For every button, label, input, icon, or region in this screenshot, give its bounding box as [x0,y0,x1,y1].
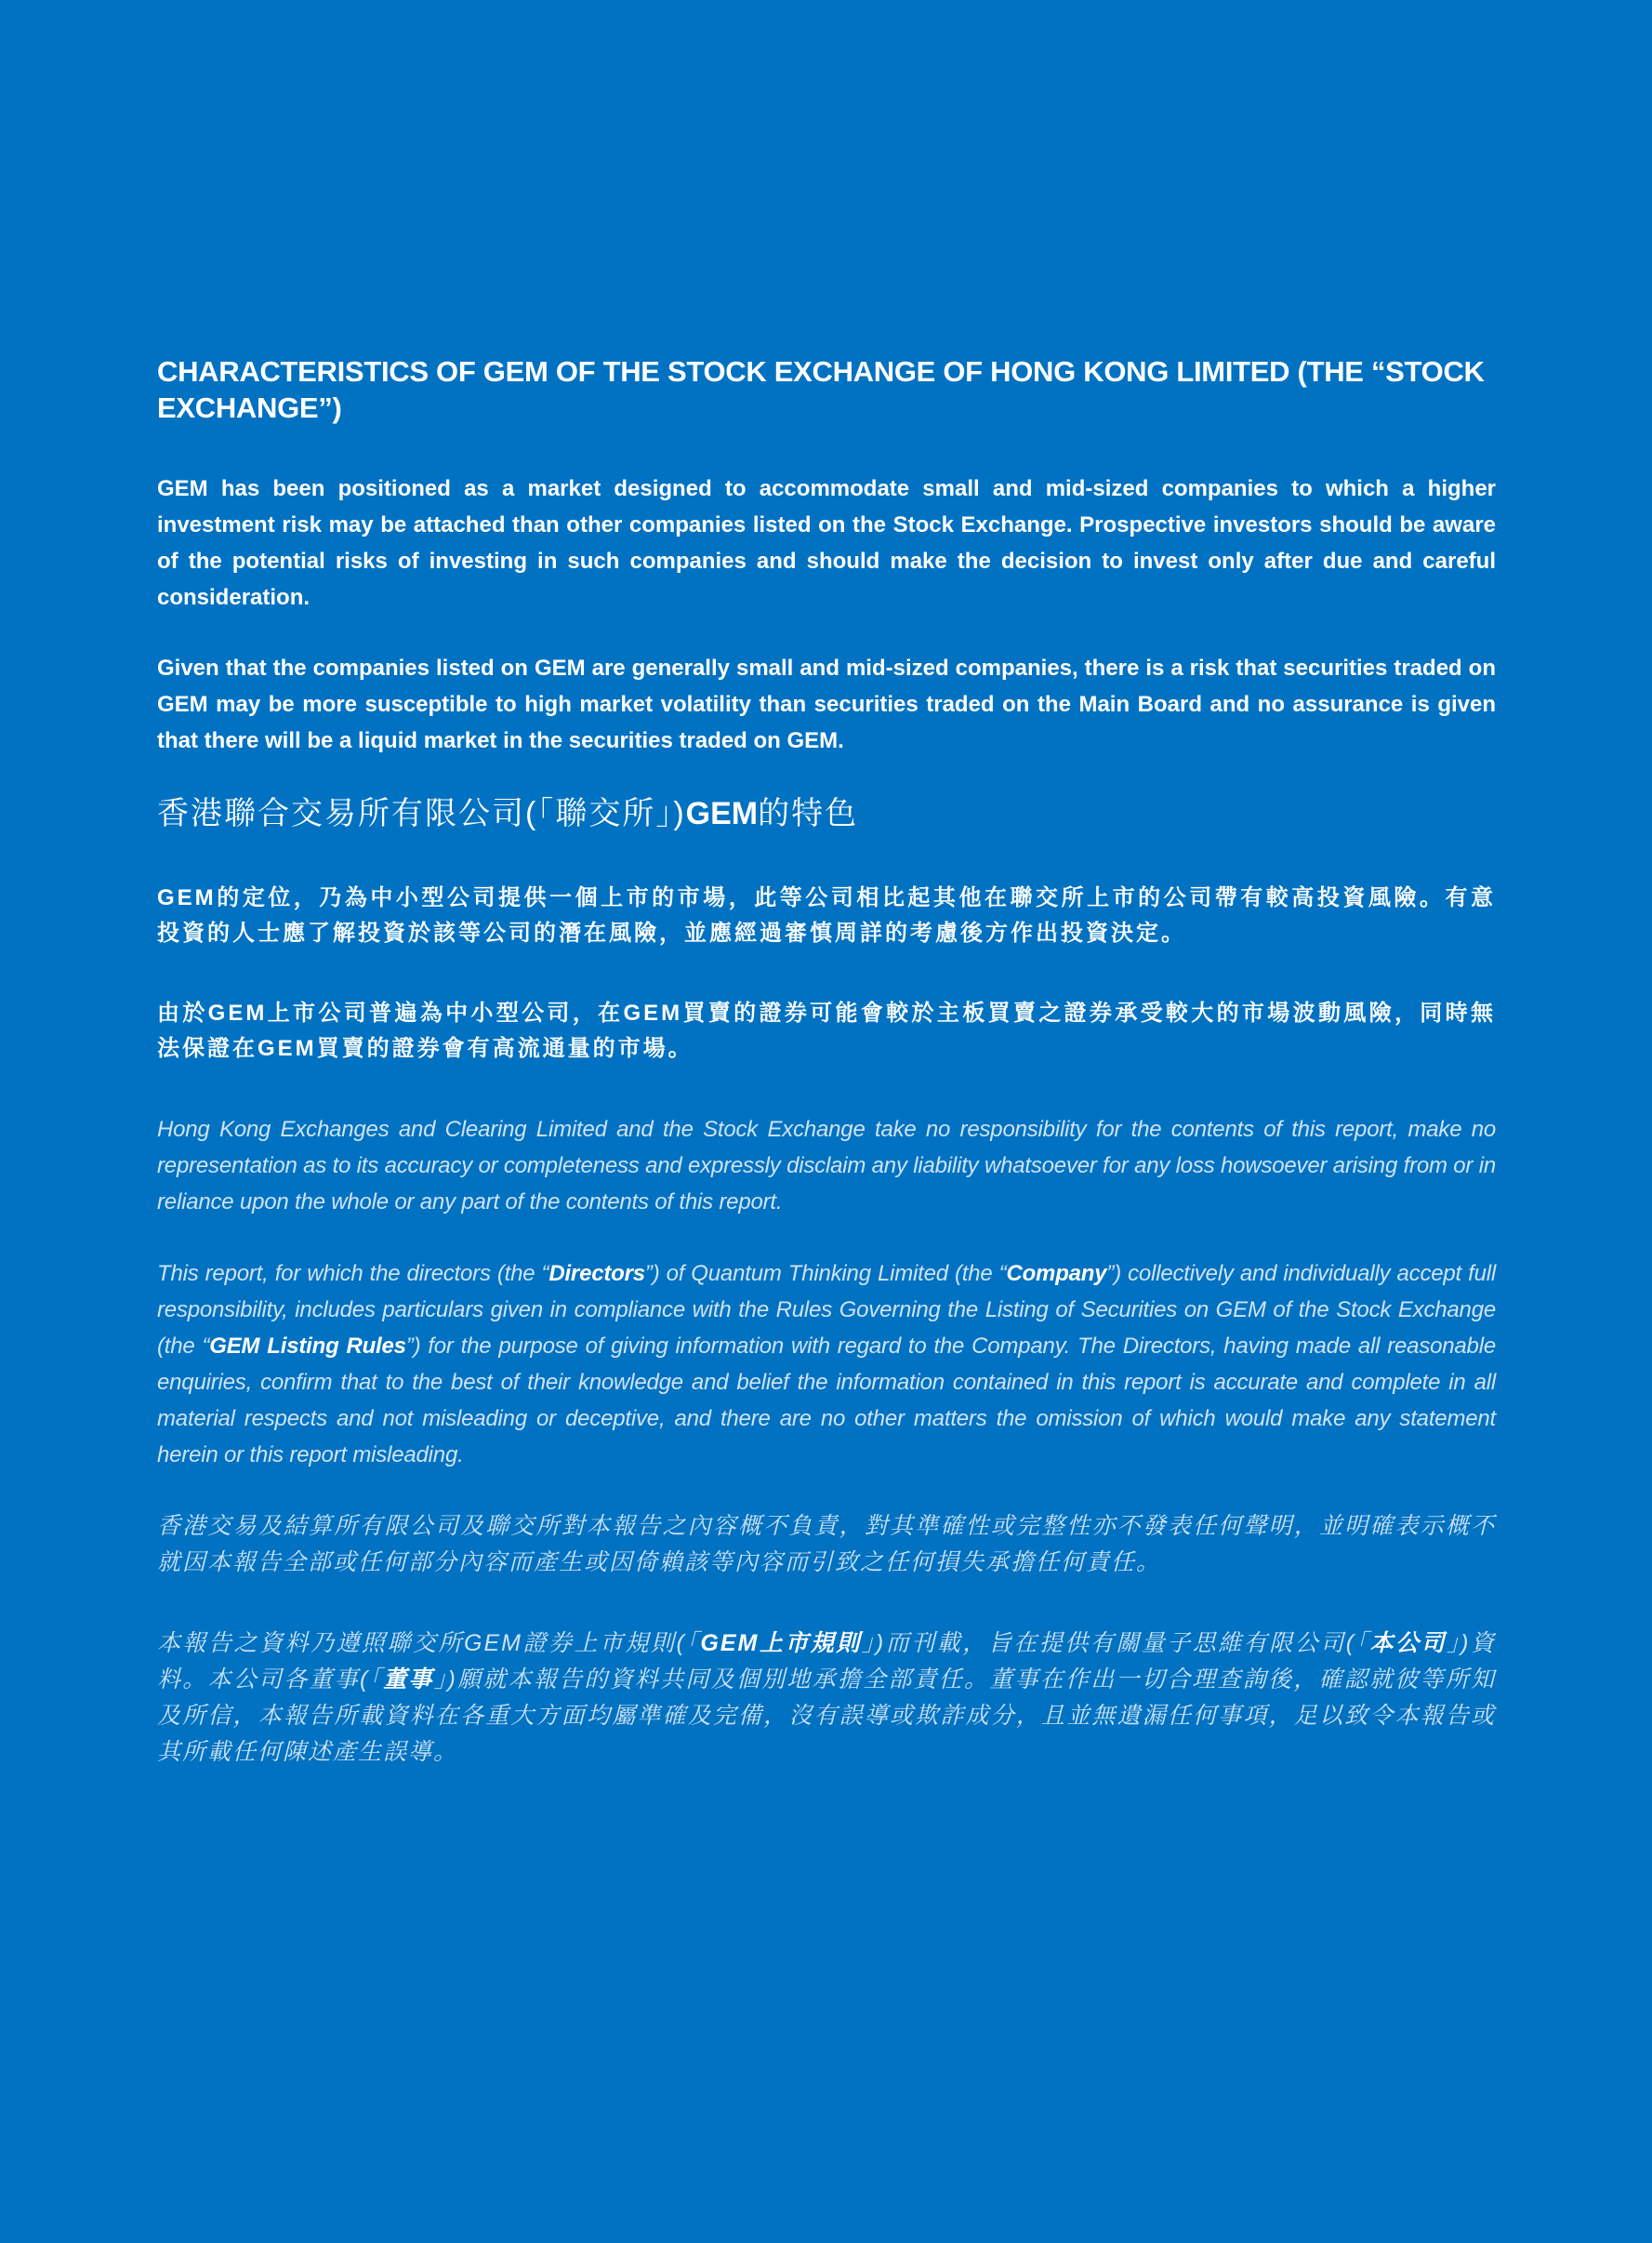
heading-en: CHARACTERISTICS OF GEM OF THE STOCK EXCHANGE OF HONG KONG LIMITED (THE “STOCK EXCHANGE”) [157,355,1485,424]
heading-zh [157,793,1496,834]
disclaimer-en: Hong Kong Exchanges and Clearing Limited and the Stock Exchange take no responsibility for the contents of this report, make no representation as to its accuracy or completeness and expressly disclaim any liability whatsoever for any loss howsoever arising from or in reliance upon the whole or any part of the contents of this report. [157,1117,1496,1214]
gem-positioning-paragraph: GEM has been positioned as a market designed to accommodate small and mid-sized companies to which a higher investment risk may be attached than other companies listed on the Stock Exchange. Prospective investors should be aware of the potential risks of investing in such companies and should make the decision to invest only after due and careful consideration. [157,476,1496,610]
heading-zh-part3: 的特色 [758,796,859,831]
responsibility-en-text-3: ”) collectively and individually accept full responsibility, includes particulars given in compliance with the Rules Governing the Listing of Securities on GEM of the Stock Exchange (the “ [157,1261,1496,1359]
responsibility-en [157,1255,1496,1473]
responsibility-zh-text-3: 」)資料。本公司各董事(「 [157,1630,1496,1692]
disclaimer-zh: 香港交易及結算所有限公司及聯交所對本報告之內容概不負責，對其準確性或完整性亦不發表任何聲明，並明確表示概不就因本報告全部或任何部分內容而產生或因倚賴該等內容而引致之任何損失承擔任何責任。 [157,1513,1496,1575]
responsibility-zh-text-4: 」)願就本報告的資料共同及個別地承擔全部責任。董事在作出一切合理查詢後，確認就彼等所知及所信，本報告所載資料在各重大方面均屬準確及完備，沒有誤導或欺詐成分，且並無遺漏任何事項，足以致令本報告或其所載任何陳述產生誤導。 [157,1666,1496,1765]
responsibility-zh-listing-rules-term: GEM上市規則 [700,1630,862,1656]
gem-volatility-paragraph-zh: 由於GEM上市公司普遍為中小型公司，在GEM買賣的證券可能會較於主板買賣之證券承受較大的市場波動風險，同時無法保證在GEM買賣的證券會有高流通量的市場。 [157,1001,1496,1061]
responsibility-en-directors-term: Directors [548,1261,645,1286]
gem-volatility-paragraph: Given that the companies listed on GEM are generally small and mid-sized companies, there is a risk that securities traded on GEM may be more susceptible to high market volatility than securities traded on the Main Board and no assurance is given that there will be a liquid market in the securities traded on GEM. [157,656,1496,753]
responsibility-en-company-term: Company [1006,1261,1107,1286]
responsibility-zh-directors-term: 董事 [383,1666,434,1692]
responsibility-zh [157,1626,1496,1771]
responsibility-en-listing-rules-term: GEM Listing Rules [209,1334,406,1359]
responsibility-zh-text-1: 本報告之資料乃遵照聯交所GEM證券上市規則(「 [157,1630,701,1656]
heading-zh-part2: GEM [685,796,759,831]
document-page [157,353,1496,1815]
responsibility-en-text-4: ”) for the purpose of giving information with regard to the Company. The Directors, having made all reasonable enquiries, confirm that to the best of their knowledge and belief the information contained in this report is accurate and complete in all material respects and not misleading or deceptive, and there are no other matters the omission of which would make any statement herein or this report misleading. [157,1334,1496,1467]
responsibility-en-text-1: This report, for which the directors (the “ [157,1261,549,1286]
responsibility-en-text-2: ”) of Quantum Thinking Limited (the “ [644,1261,1007,1286]
heading-zh-part1: 香港聯合交易所有限公司(「聯交所」) [157,796,686,831]
gem-positioning-paragraph-zh: GEM的定位，乃為中小型公司提供一個上市的市場，此等公司相比起其他在聯交所上市的公司帶有較高投資風險。有意投資的人士應了解投資於該等公司的潛在風險，並應經過審慎周詳的考慮後方作出投資決定。 [157,885,1496,946]
responsibility-zh-company-term: 本公司 [1369,1630,1447,1656]
responsibility-zh-text-2: 」)而刊載，旨在提供有關量子思維有限公司(「 [861,1630,1370,1656]
